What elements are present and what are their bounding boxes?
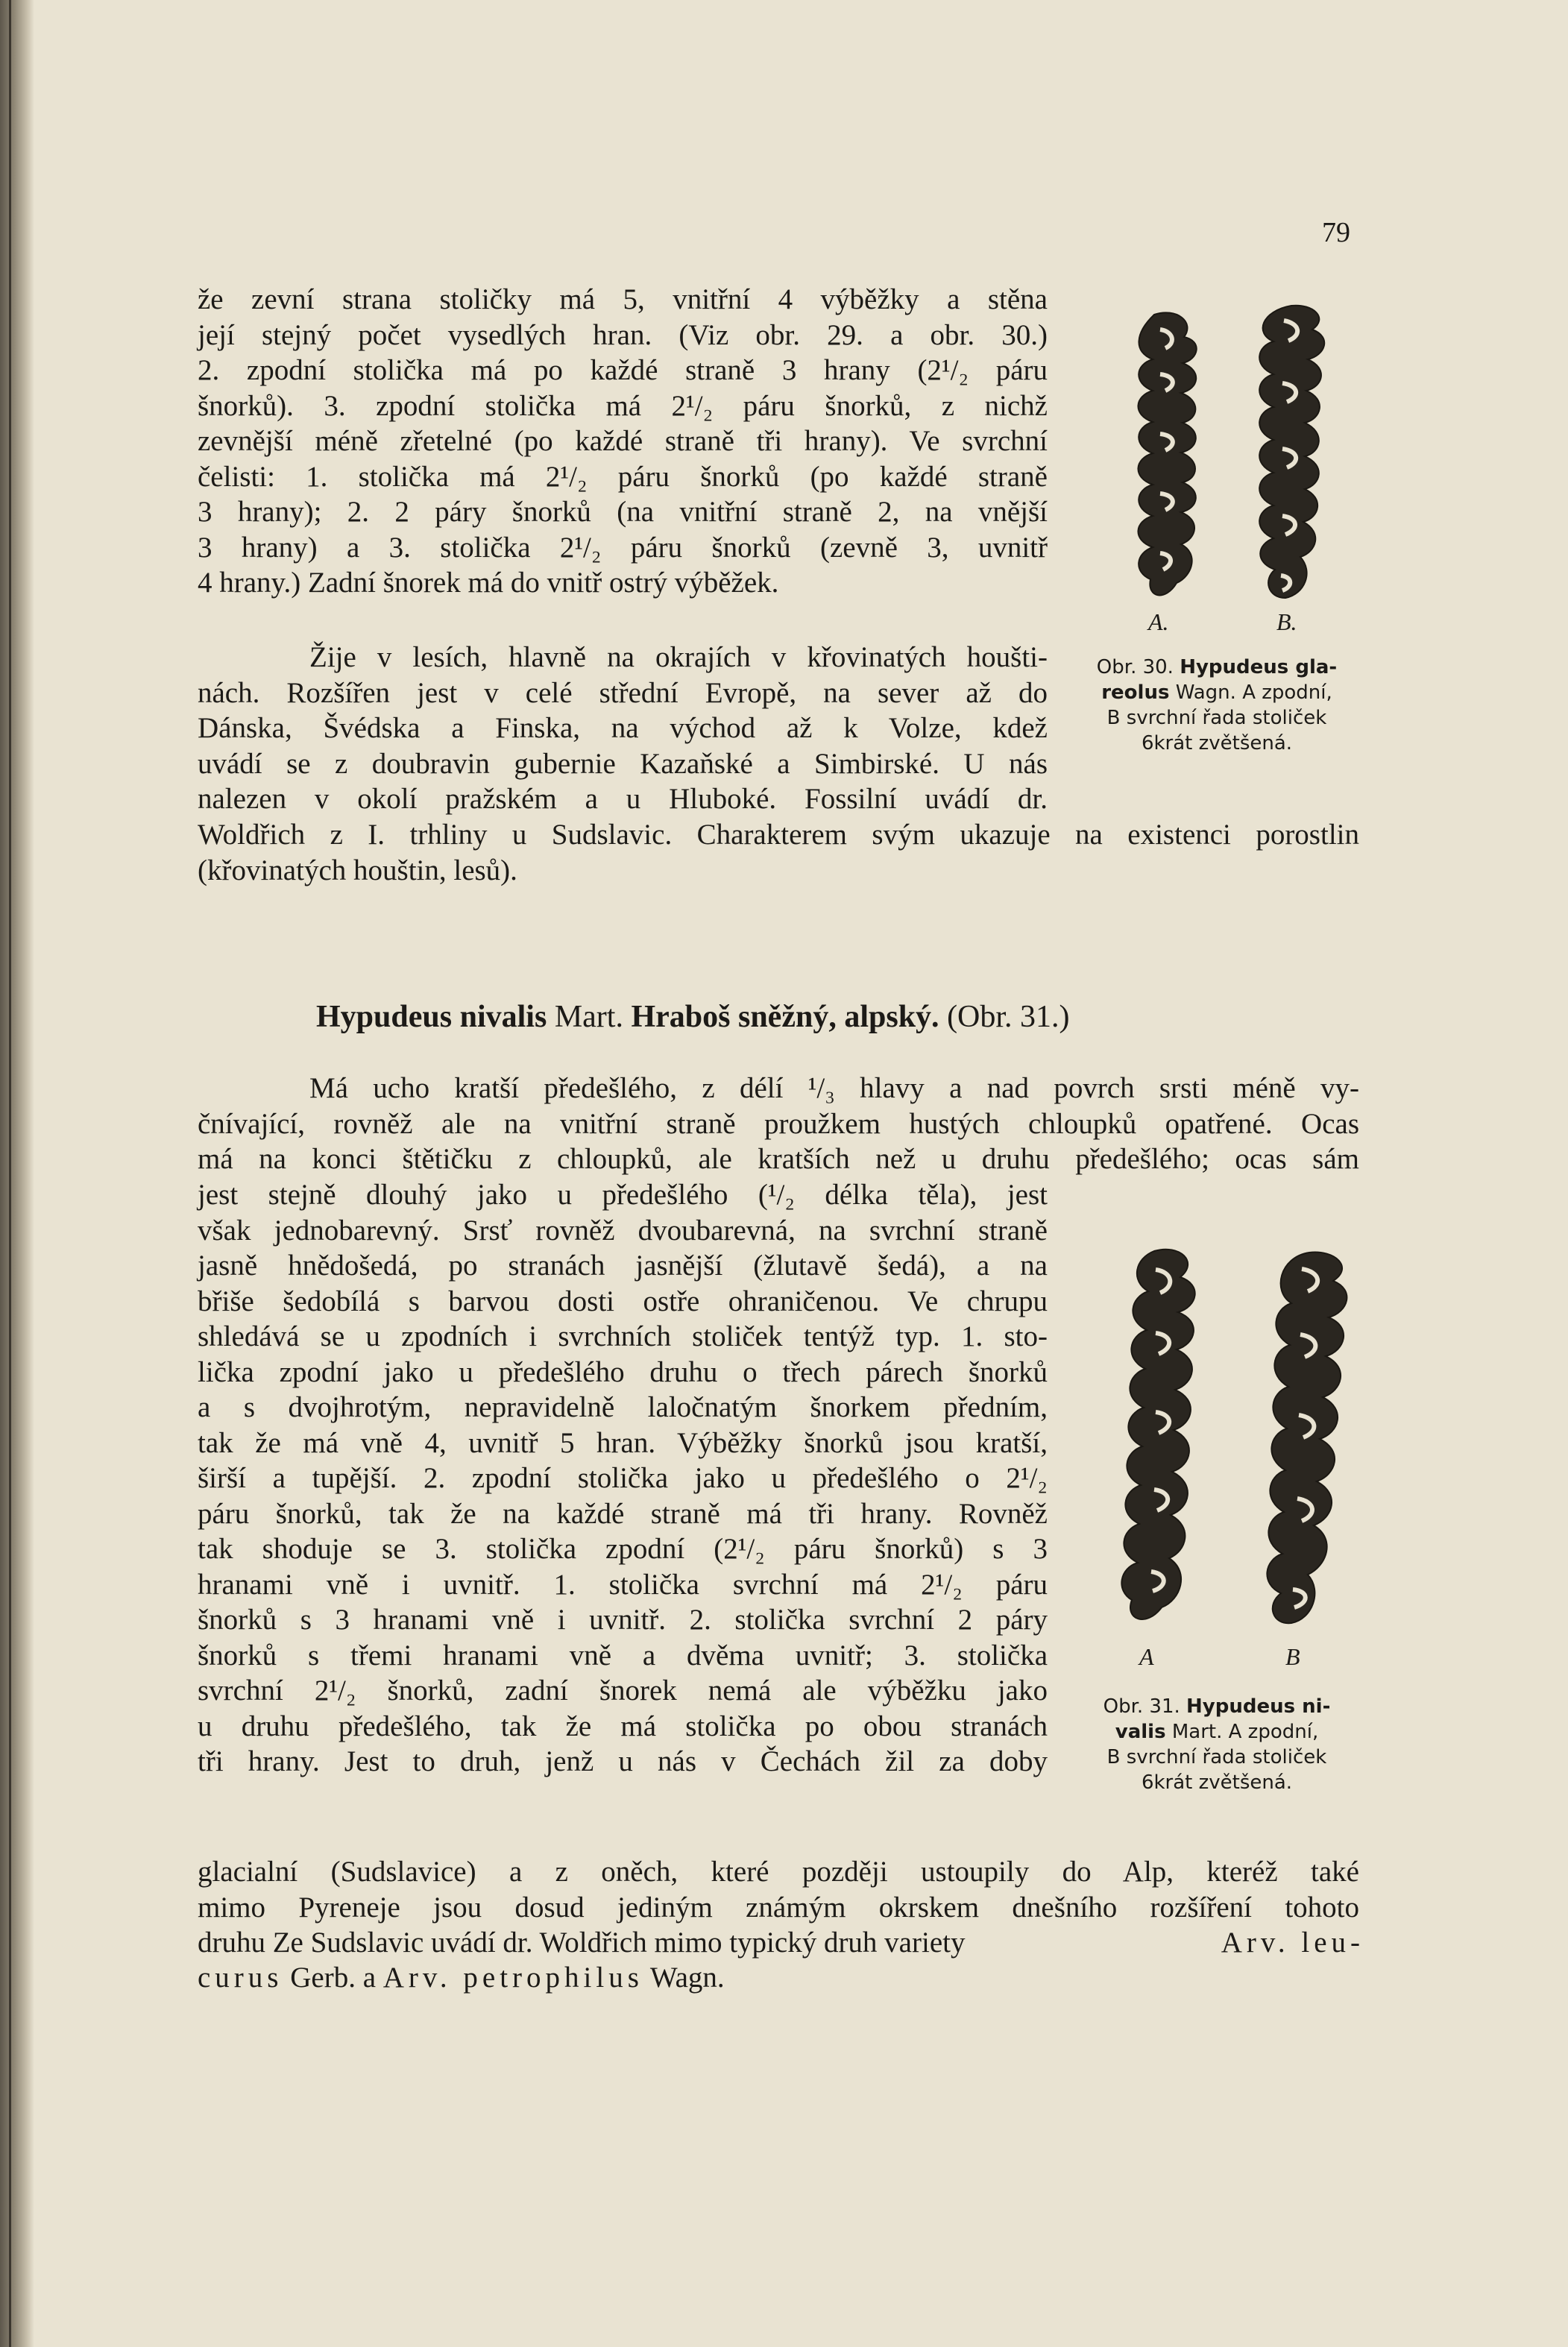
caption-text: 6krát zvětšená. (1141, 1771, 1293, 1794)
figure-30-molars-a (1124, 307, 1212, 605)
binding-shadow (0, 0, 34, 2347)
figure-30-label-a: A. (1148, 608, 1169, 635)
caption-text: 6krát zvětšená. (1141, 732, 1293, 754)
text-line: jasně hnědošedá, po stranách jasnější (žlutavě šedá), a na (198, 1250, 1048, 1282)
paragraph-molar-description (198, 282, 1048, 601)
paragraph-nivalis-body (198, 1177, 1048, 1780)
text-line: šnorků). 3. zpodní stolička má 2¹/₂ páru šnorků, z nichž (198, 389, 1048, 422)
paragraph-varieties-line (198, 1960, 1359, 1996)
text-line: má na konci štětičku z chloupků, ale kratších než u druhu předešlého; ocas sám (198, 1143, 1359, 1175)
text-line: nalezen v okolí pražském a u Hluboké. Fossilní uvádí dr. (198, 783, 1048, 815)
page-number: 79 (1322, 217, 1350, 248)
text-line: tři hrany. Jest to druh, jenž u nás v Čechách žil za doby (198, 1745, 1048, 1777)
figure-30-label-b: B. (1276, 608, 1297, 635)
figure-31-label-b: B (1285, 1643, 1300, 1670)
text-line: glacialní (Sudslavice) a z oněch, které později ustoupily do Alp, kteréž také (198, 1856, 1359, 1888)
caption-text: B svrchní řada stoliček (1106, 707, 1327, 729)
text-fragment: Gerb. a (290, 1962, 377, 1994)
heading-figure-ref: (Obr. 31.) (947, 1000, 1070, 1034)
text-fragment: Wagn. (649, 1962, 725, 1994)
text-line: břiše šedobílá s barvou dosti ostře ohraničenou. Ve chrupu (198, 1285, 1048, 1317)
caption-number: Obr. 31. (1103, 1695, 1180, 1718)
text-line: páru šnorků, tak že na každé straně má tři hrany. Rovněž (198, 1497, 1048, 1530)
heading-author: Mart. (554, 1000, 623, 1034)
text-line: 2. zpodní stolička má po každé straně 3 hrany (2¹/₂ páru (198, 354, 1048, 386)
figure-31-caption (1068, 1694, 1366, 1795)
text-line: a s dvojhrotým, nepravidelně laločnatým šnorkem předním, (198, 1391, 1048, 1423)
text-line: jest stejně dlouhý jako u předešlého (¹/₂ délka těla), jest (198, 1179, 1048, 1211)
species-heading (316, 999, 1345, 1035)
text-line: Woldřich z I. trhliny u Sudslavic. Charakterem svým ukazuje na existenci porostlin (198, 819, 1359, 851)
text-line: že zevní strana stoličky má 5, vnitřní 4 výběžky a stěna (198, 283, 1048, 315)
caption-species-cont: reolus (1101, 681, 1170, 704)
text-line: u druhu předešlého, tak že má stolička po obou stranách (198, 1710, 1048, 1742)
text-line: druhu Ze Sudslavic uvádí dr. Woldřich mimo typický druh variety (198, 1927, 966, 1959)
text-line: však jednobarevný. Srsť rovněž dvoubarevná, na svrchní straně (198, 1214, 1048, 1247)
heading-czech-name: Hraboš sněžný, alpský. (631, 1000, 939, 1034)
caption-text: B svrchní řada stoliček (1106, 1746, 1327, 1768)
text-line: mimo Pyreneje jsou dosud jediným známým okrskem dnešního rozšíření tohoto (198, 1891, 1359, 1924)
text-line: shledává se u zpodních i svrchních stoliček tentýž typ. 1. sto- (198, 1320, 1048, 1352)
binding-edge (9, 0, 11, 2347)
text-line: 4 hrany.) Zadní šnorek má do vnitř ostrý výběžek. (198, 567, 779, 599)
caption-text: Wagn. A zpodní, (1175, 681, 1332, 704)
text-line: její stejný počet vysedlých hran. (Viz obr. 29. a obr. 30.) (198, 318, 1048, 351)
variety-leucurus-fragment (1193, 1925, 1364, 1961)
variety-name: Arv. petrophilus (382, 1962, 643, 1994)
text-line: čelisti: 1. stolička má 2¹/₂ páru šnorků (po každé straně (198, 460, 1048, 493)
variety-name: Arv. leu- (1221, 1927, 1364, 1959)
figure-31-molars-b (1250, 1247, 1361, 1634)
caption-number: Obr. 30. (1096, 656, 1174, 678)
text-line: šnorků s třemi hranami vně a dvěma uvnitř; 3. stolička (198, 1639, 1048, 1672)
text-line: šnorků s 3 hranami vně i uvnitř. 2. stolička svrchní 2 páry (198, 1604, 1048, 1636)
text-line: širší a tupější. 2. zpodní stolička jako u předešlého o 2¹/₂ (198, 1462, 1048, 1494)
text-line: 3 hrany) a 3. stolička 2¹/₂ páru šnorků (zevně 3, uvnitř (198, 531, 1048, 564)
text-line: (křovinatých houštin, lesů). (198, 854, 517, 886)
text-line: tak že má vně 4, uvnitř 5 hran. Výběžky šnorků jsou kratší, (198, 1426, 1048, 1459)
text-line: tak shoduje se 3. stolička zpodní (2¹/₂ páru šnorků) s 3 (198, 1533, 1048, 1565)
paragraph-habitat-continued (198, 817, 1359, 888)
text-line: zevnější méně zřetelné (po každé straně tři hrany). Ve svrchní (198, 425, 1048, 457)
text-line: Dánska, Švédska a Finska, na východ až k Volze, kdež (198, 712, 1048, 744)
text-line: svrchní 2¹/₂ šnorků, zadní šnorek nemá ale výběžku jako (198, 1675, 1048, 1707)
heading-latin-name: Hypudeus nivalis (316, 1000, 547, 1034)
caption-species-cont: valis (1115, 1721, 1166, 1743)
variety-name: curus (198, 1962, 283, 1994)
text-line: nách. Rozšířen jest v celé střední Evropě, na sever až do (198, 676, 1048, 709)
text-line: 3 hrany); 2. 2 páry šnorků (na vnitřní straně 2, na vnější (198, 496, 1048, 528)
paragraph-nivalis-conclusion (198, 1854, 1359, 1961)
caption-species: Hypudeus ni- (1186, 1695, 1331, 1718)
figure-31-molars-a (1109, 1244, 1214, 1631)
paragraph-nivalis-description (198, 1071, 1359, 1177)
text-line: hranami vně i uvnitř. 1. stolička svrchní má 2¹/₂ páru (198, 1568, 1048, 1601)
text-line: Má ucho kratší předešlého, z délí ¹/₃ hlavy a nad povrch srsti méně vy- (309, 1072, 1359, 1104)
text-line: uvádí se z doubravin gubernie Kazaňské a Simbirské. U nás (198, 747, 1048, 780)
paragraph-habitat (198, 640, 1048, 817)
text-line: lička zpodní jako u předešlého druhu o třech párech šnorků (198, 1355, 1048, 1388)
figure-30-molars-b (1239, 300, 1336, 605)
caption-text: Mart. A zpodní, (1171, 1721, 1319, 1743)
text-line: čnívající, rovněž ale na vnitřní straně proužkem hustých chloupků opatřené. Ocas (198, 1107, 1359, 1140)
figure-31-label-a: A (1139, 1643, 1154, 1670)
figure-30-caption (1068, 655, 1366, 756)
caption-species: Hypudeus gla- (1180, 656, 1338, 678)
text-line: Žije v lesích, hlavně na okrajích v křovinatých houšti- (309, 641, 1048, 673)
